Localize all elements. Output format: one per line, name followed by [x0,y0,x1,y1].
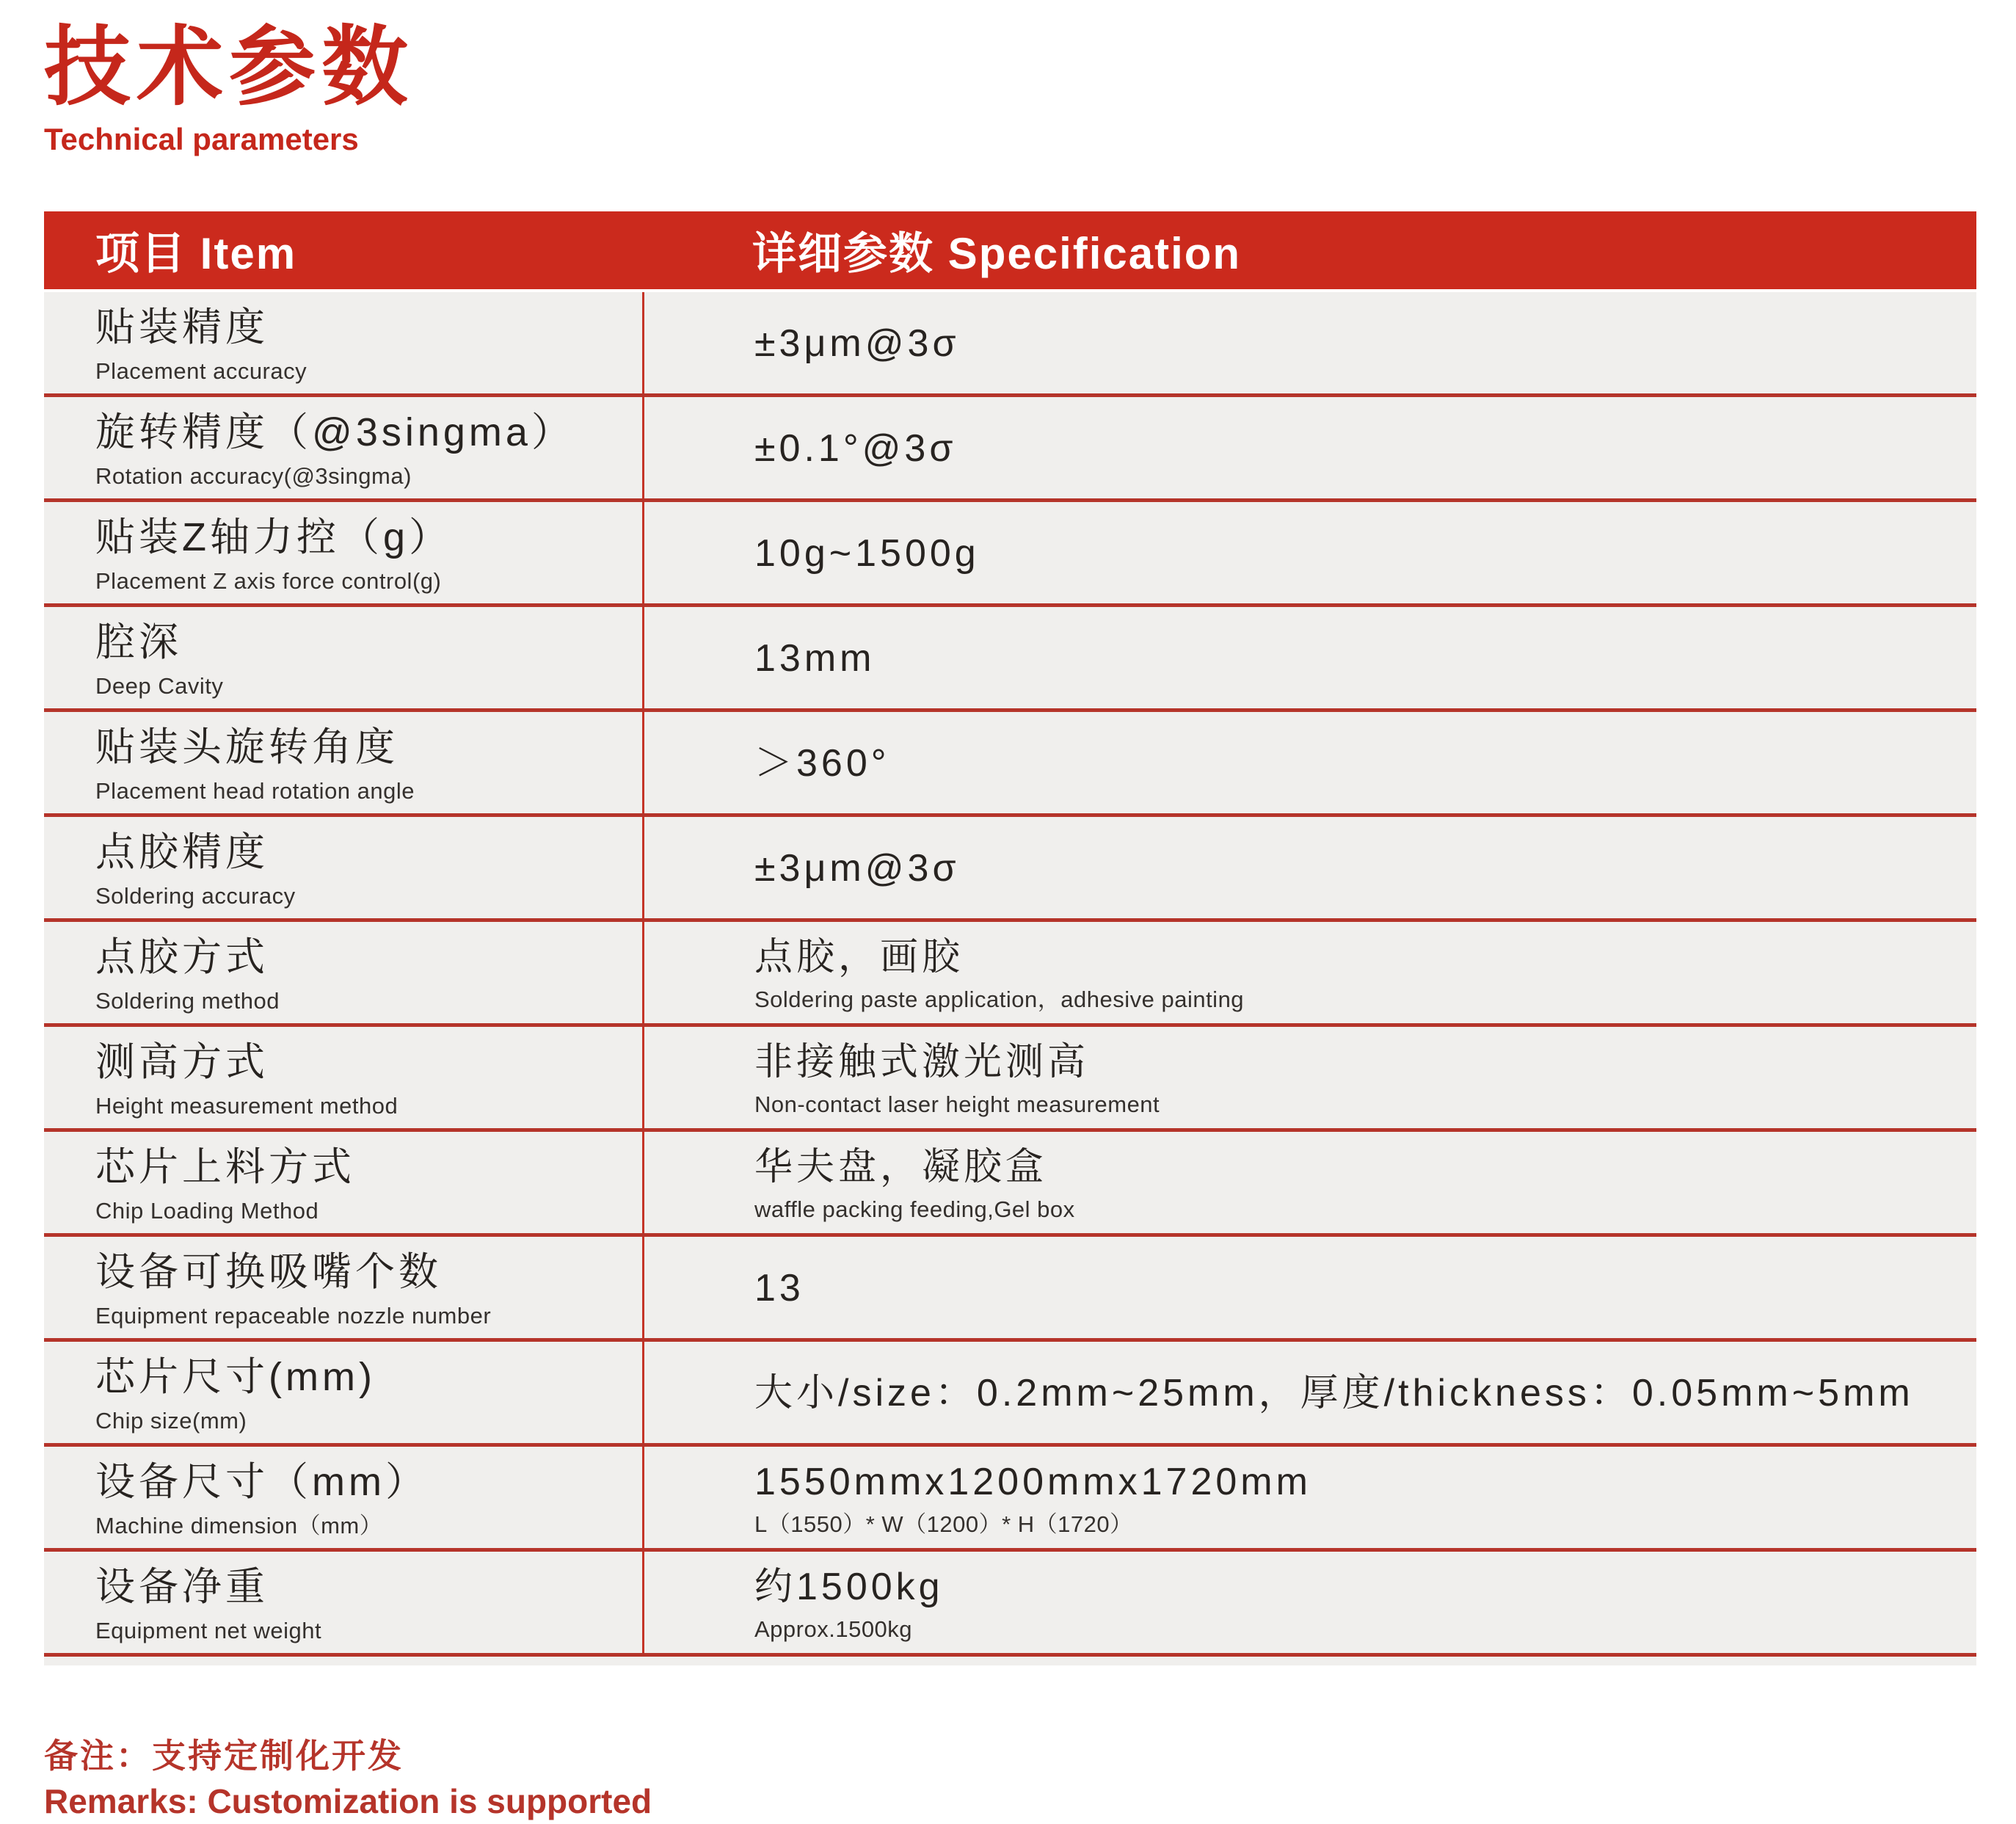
spec-cell [642,502,1976,603]
spec-value: 大小/size：0.2mm~25mm，厚度/thickness：0.05mm~5mm [754,1372,1914,1414]
spec-cell [642,1237,1976,1338]
item-label-en: Placement accuracy [95,358,308,384]
page-title [44,19,1976,159]
spec-cell [642,817,1976,918]
item-label-en: Soldering method [95,988,280,1014]
item-cell [44,1447,642,1548]
item-label-zh: 设备尺寸（mm） [95,1460,429,1504]
remarks [44,1733,1976,1824]
table-row [44,498,1976,603]
item-cell [44,922,642,1023]
header-spec-label: 详细参数 Specification [752,229,1242,278]
item-cell [44,1132,642,1233]
item-label-en: Equipment net weight [95,1618,322,1643]
item-cell [44,502,642,603]
table-row [44,1338,1976,1443]
table-row [44,918,1976,1023]
item-label-en: Chip Loading Method [95,1198,319,1224]
spec-subvalue: L（1550）* W（1200）* H（1720） [754,1511,1133,1537]
spec-cell [642,1552,1976,1653]
table-row [44,393,1976,498]
table-body [44,292,1976,1657]
item-label-zh: 腔深 [95,620,182,664]
item-label-zh: 旋转精度（@3singma） [95,410,575,454]
table-header [44,211,1976,289]
spec-table [44,211,1976,1665]
spec-value: 非接触式激光测高 [754,1041,1090,1083]
table-bottom-strip [44,1657,1976,1665]
page-title-en: Technical parameters [44,122,359,156]
remark-line-zh: 备注：支持定制化开发 [44,1737,404,1775]
item-label-zh: 贴装精度 [95,305,269,349]
item-label-en: Placement head rotation angle [95,778,415,804]
page-title-zh: 技术参数 [44,19,415,116]
item-label-zh: 测高方式 [95,1040,269,1084]
item-cell [44,817,642,918]
spec-cell [642,712,1976,813]
item-cell [44,397,642,498]
item-label-zh: 点胶方式 [95,935,269,979]
item-label-zh: 芯片尺寸(mm) [95,1355,376,1399]
item-label-zh: 设备可换吸嘴个数 [95,1250,442,1294]
item-cell [44,1552,642,1653]
item-label-zh: 设备净重 [95,1565,269,1609]
item-cell [44,607,642,708]
spec-value: ±3μm@3σ [754,847,960,890]
spec-cell [642,1132,1976,1233]
spec-cell [642,292,1976,393]
table-row [44,1023,1976,1128]
table-row [44,1233,1976,1338]
spec-value: 点胶，画胶 [754,936,964,978]
spec-value: 1550mmx1200mmx1720mm [754,1461,1311,1503]
item-cell [44,1027,642,1128]
item-label-en: Soldering accuracy [95,883,296,909]
item-label-en: Placement Z axis force control(g) [95,568,442,594]
item-label-en: Chip size(mm) [95,1408,247,1434]
table-row [44,813,1976,918]
item-label-zh: 贴装Z轴力控（g） [95,515,453,559]
header-item-label: 项目 Item [95,229,297,278]
spec-cell [642,1027,1976,1128]
spec-value: 华夫盘，凝胶盒 [754,1146,1048,1188]
spec-value: 约1500kg [754,1566,944,1608]
item-label-en: Rotation accuracy(@3singma) [95,463,412,489]
item-cell [44,1342,642,1443]
table-row [44,1443,1976,1548]
spec-cell [642,922,1976,1023]
item-label-zh: 芯片上料方式 [95,1145,355,1189]
item-label-zh: 点胶精度 [95,830,269,874]
remark-line-en: Remarks: Customization is supported [44,1782,652,1820]
item-cell [44,292,642,393]
item-label-zh: 贴装头旋转角度 [95,725,399,769]
item-label-en: Height measurement method [95,1093,399,1119]
item-label-en: Deep Cavity [95,673,224,699]
spec-value: 10g~1500g [754,532,980,575]
spec-value: ±0.1°@3σ [754,427,957,470]
spec-value: ±3μm@3σ [754,322,960,365]
spec-value: 13 [754,1267,804,1309]
item-cell [44,712,642,813]
table-row [44,292,1976,393]
item-cell [44,1237,642,1338]
table-row [44,708,1976,813]
spec-subvalue: waffle packing feeding,Gel box [754,1196,1075,1222]
spec-cell [642,1447,1976,1548]
item-label-en: Equipment repaceable nozzle number [95,1303,492,1329]
spec-subvalue: Non-contact laser height measurement [754,1091,1160,1117]
spec-subvalue: Approx.1500kg [754,1616,913,1642]
table-row [44,603,1976,708]
spec-cell [642,1342,1976,1443]
spec-value: 13mm [754,637,876,680]
item-label-en: Machine dimension（mm） [95,1513,383,1538]
spec-cell [642,397,1976,498]
spec-value: ＞360° [754,742,890,785]
spec-subvalue: Soldering paste application，adhesive painting [754,987,1245,1012]
table-row [44,1548,1976,1653]
spec-cell [642,607,1976,708]
table-row [44,1128,1976,1233]
